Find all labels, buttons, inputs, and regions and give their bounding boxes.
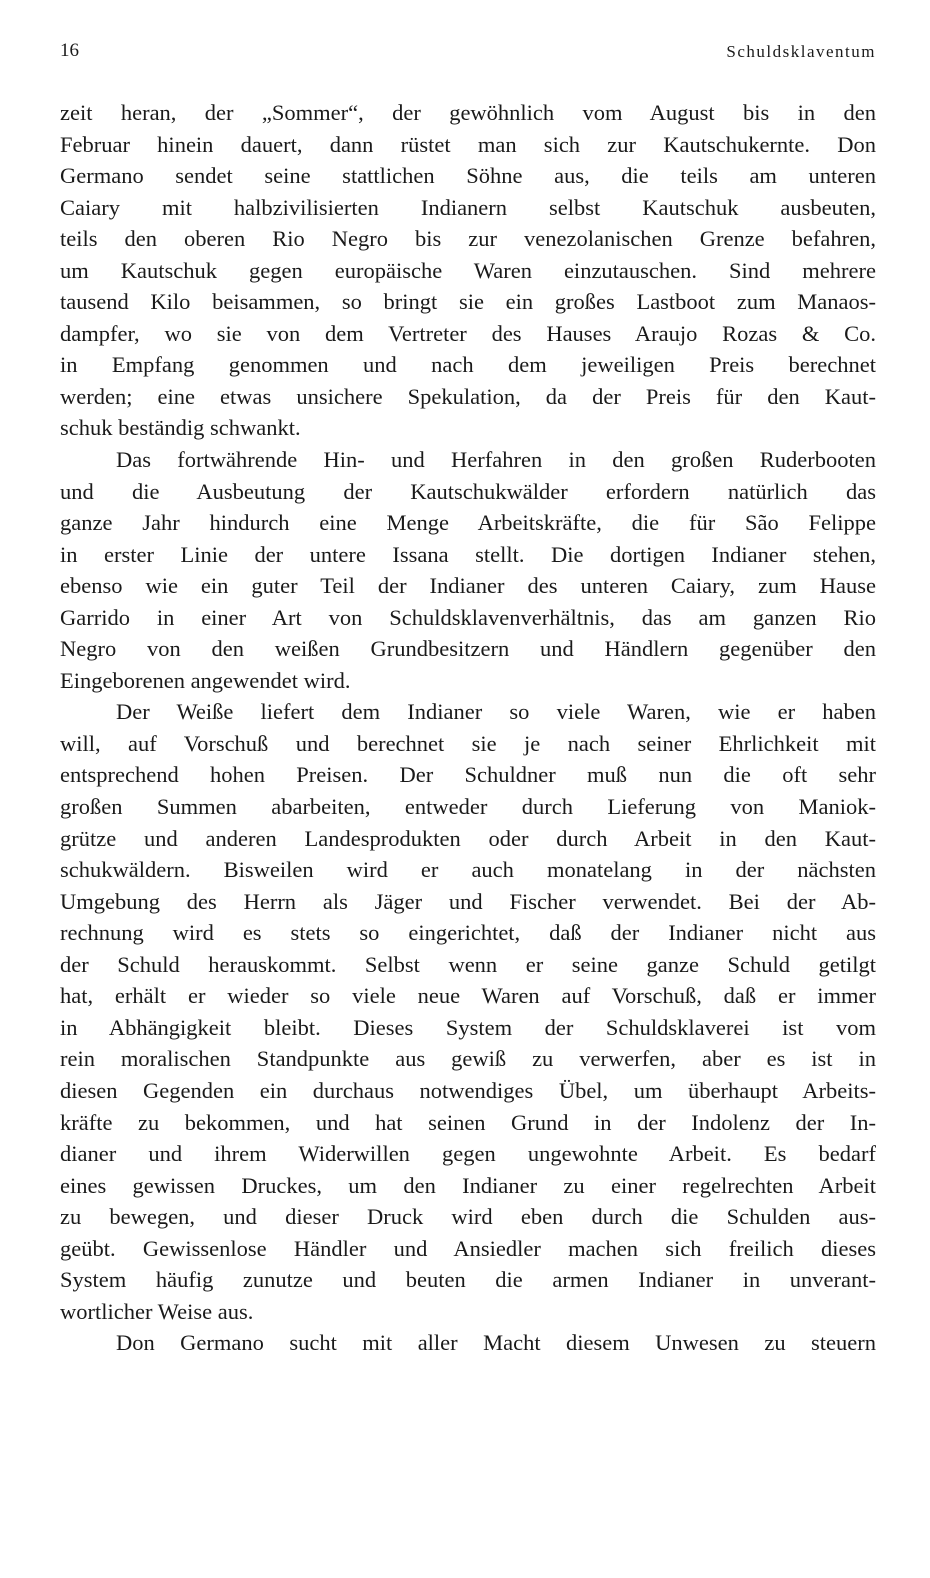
text-line: Der Weiße liefert dem Indianer so viele Waren, wie er haben: [116, 699, 876, 725]
text-line: Februar hinein dauert, dann rüstet man sich zur Kautschukernte. Don: [60, 131, 876, 157]
text-line: Caiary mit halbzivilisierten Indianern selbst Kautschuk ausbeuten,: [60, 194, 876, 220]
text-line: eines gewissen Druckes, um den Indianer zu einer regelrechten Arbeit: [60, 1172, 876, 1198]
text-line: dianer und ihrem Widerwillen gegen ungewohnte Arbeit. Es bedarf: [60, 1141, 876, 1167]
text-line: um Kautschuk gegen europäische Waren einzutauschen. Sind mehrere: [60, 257, 876, 283]
text-line: zu bewegen, und dieser Druck wird eben durch die Schulden aus-: [60, 1204, 876, 1230]
text-line: schukwäldern. Bisweilen wird er auch monatelang in der nächsten: [60, 857, 876, 883]
text-line: großen Summen abarbeiten, entweder durch Lieferung von Maniok-: [60, 794, 876, 820]
body-text: [60, 97, 876, 1359]
text-line: dampfer, wo sie von dem Vertreter des Hauses Araujo Rozas & Co.: [60, 320, 876, 346]
text-line: der Schuld herauskommt. Selbst wenn er seine ganze Schuld getilgt: [60, 951, 876, 977]
text-line: tausend Kilo beisammen, so bringt sie ein großes Lastboot zum Manaos-: [60, 289, 876, 315]
text-line: diesen Gegenden ein durchaus notwendiges Übel, um überhaupt Arbeits-: [60, 1077, 876, 1103]
paragraph: [60, 444, 876, 696]
text-line: wortlicher Weise aus.: [60, 1298, 254, 1324]
text-line: geübt. Gewissenlose Händler und Ansiedler machen sich freilich dieses: [60, 1235, 876, 1261]
text-line: in Abhängigkeit bleibt. Dieses System der Schuldsklaverei ist vom: [60, 1014, 876, 1040]
text-line: hat, erhält er wieder so viele neue Waren auf Vorschuß, daß er immer: [60, 983, 876, 1009]
text-line: ganze Jahr hindurch eine Menge Arbeitskräfte, die für São Felippe: [60, 510, 876, 536]
text-line: in erster Linie der untere Issana stellt. Die dortigen Indianer stehen,: [60, 541, 876, 567]
text-line: Umgebung des Herrn als Jäger und Fischer verwendet. Bei der Ab-: [60, 888, 876, 914]
text-line: zeit heran, der „Sommer“, der gewöhnlich vom August bis in den: [60, 100, 876, 125]
text-line: Don Germano sucht mit aller Macht diesem Unwesen zu steuern: [116, 1330, 876, 1356]
text-line: System häufig zunutze und beuten die armen Indianer in unverant-: [60, 1267, 876, 1293]
text-line: teils den oberen Rio Negro bis zur venezolanischen Grenze befahren,: [60, 226, 876, 252]
text-line: grütze und anderen Landesprodukten oder durch Arbeit in den Kaut-: [60, 825, 876, 851]
text-line: werden; eine etwas unsichere Spekulation, da der Preis für den Kaut-: [60, 383, 876, 409]
text-line: will, auf Vorschuß und berechnet sie je nach seiner Ehrlichkeit mit: [60, 730, 876, 756]
running-head: [60, 40, 876, 70]
text-line: ebenso wie ein guter Teil der Indianer des unteren Caiary, zum Hause: [60, 573, 876, 599]
text-line: Germano sendet seine stattlichen Söhne aus, die teils am unteren: [60, 163, 876, 189]
paragraph: [60, 1327, 876, 1359]
text-line: schuk beständig schwankt.: [60, 415, 301, 441]
text-line: entsprechend hohen Preisen. Der Schuldner muß nun die oft sehr: [60, 762, 876, 788]
book-page: [60, 40, 876, 1356]
text-line: Negro von den weißen Grundbesitzern und Händlern gegenüber den: [60, 636, 876, 662]
paragraph: [60, 696, 876, 1327]
text-line: rein moralischen Standpunkte aus gewiß zu verwerfen, aber es ist in: [60, 1046, 876, 1072]
text-line: Eingeborenen angewendet wird.: [60, 667, 351, 693]
text-line: kräfte zu bekommen, und hat seinen Grund in der Indolenz der In-: [60, 1109, 876, 1135]
paragraph: [60, 97, 876, 444]
text-line: rechnung wird es stets so eingerichtet, daß der Indianer nicht aus: [60, 920, 876, 946]
running-title: Schuldsklaventum: [726, 42, 876, 61]
text-line: Das fortwährende Hin- und Herfahren in den großen Ruderbooten: [116, 447, 876, 473]
page-number: 16: [60, 40, 79, 61]
text-line: in Empfang genommen und nach dem jeweiligen Preis berechnet: [60, 352, 876, 378]
text-line: und die Ausbeutung der Kautschukwälder erfordern natürlich das: [60, 478, 876, 504]
text-line: Garrido in einer Art von Schuldsklavenverhältnis, das am ganzen Rio: [60, 604, 876, 630]
